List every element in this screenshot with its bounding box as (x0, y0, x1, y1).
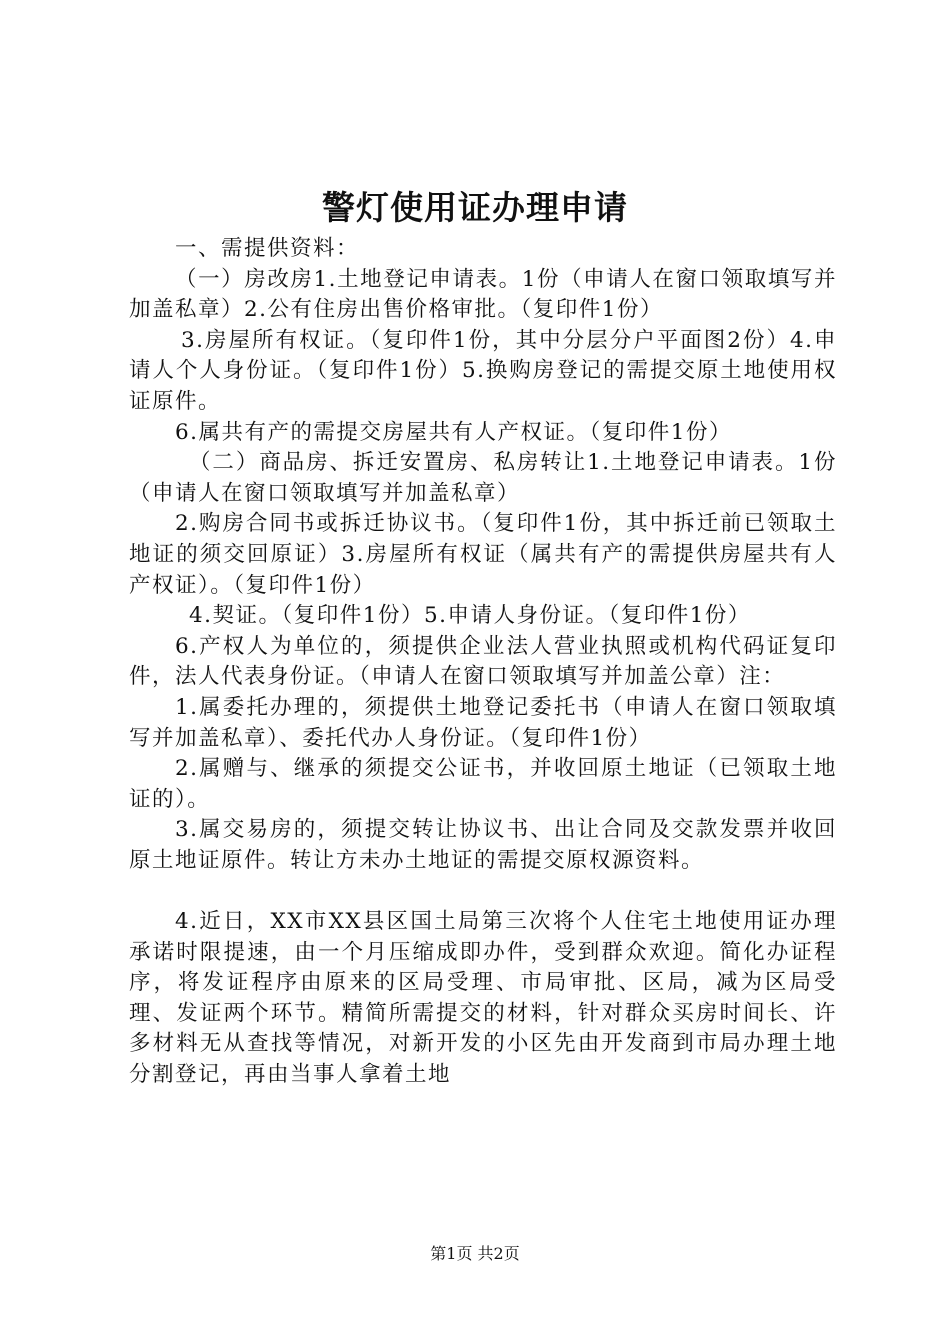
paragraph-note-entrusted: 1.属委托办理的，须提供土地登记委托书（申请人在窗口领取填写并加盖私章）、委托代办人身份证。（复印件1份） (129, 694, 837, 751)
paragraph-commercial-housing: （二）商品房、拆迁安置房、私房转让1.土地登记申请表。1份（申请人在窗口领取填写并加盖私章） (129, 450, 837, 506)
document-title: 警灯使用证办理申请 (322, 188, 628, 227)
paragraph-purchase-contract: 2.购房合同书或拆迁协议书。（复印件1份，其中拆迁前已领取土地证的须交回原证）3.房屋所有权证（属共有产的需提供房屋共有人产权证）。（复印件1份） (129, 511, 837, 598)
paragraph-ownership-certificate: 3.房屋所有权证。（复印件1份，其中分层分户平面图2份）4.申请人个人身份证。（复印件1份）5.换购房登记的需提交原土地使用权证原件。 (129, 327, 837, 414)
paragraph-note-transaction: 3.属交易房的，须提交转让协议书、出让合同及交款发票并收回原土地证原件。转让方未办土地证的需提交原权源资料。 (129, 817, 837, 873)
page-footer: 第1页 共2页 (430, 1244, 520, 1263)
paragraph-section-heading: 一、需提供资料： (175, 236, 360, 261)
paragraph-recent-news: 4.近日，XX市XX县区国土局第三次将个人住宅土地使用证办理承诺时限提速，由一个月压缩成即办件，受到群众欢迎。简化办证程序，将发证程序由原来的区局受理、市局审批、区局，减为区局受理、发证两个环节。精简所需提交的材料，针对群众买房时间长、许多材料无从查找等情况，对新开发的小区先由开发商到市局办理土地分割登记，再由当事人拿着土地 (129, 909, 837, 1088)
paragraph-note-gift-inheritance: 2.属赠与、继承的须提交公证书，并收回原土地证（已领取土地证的）。 (129, 756, 837, 812)
paragraph-organization-owner: 6.产权人为单位的，须提供企业法人营业执照或机构代码证复印件，法人代表身份证。（申请人在窗口领取填写并加盖公章）注： (129, 633, 837, 690)
paragraph-housing-reform: （一）房改房1.土地登记申请表。1份（申请人在窗口领取填写并加盖私章）2.公有住房出售价格审批。（复印件1份） (129, 266, 837, 323)
document-body (129, 234, 837, 1091)
paragraph-deed-certificate: 4.契证。（复印件1份）5.申请人身份证。（复印件1份） (189, 603, 751, 629)
paragraph-spacer (129, 876, 837, 907)
paragraph-co-ownership: 6.属共有产的需提交房屋共有人产权证。（复印件1份） (175, 419, 732, 445)
